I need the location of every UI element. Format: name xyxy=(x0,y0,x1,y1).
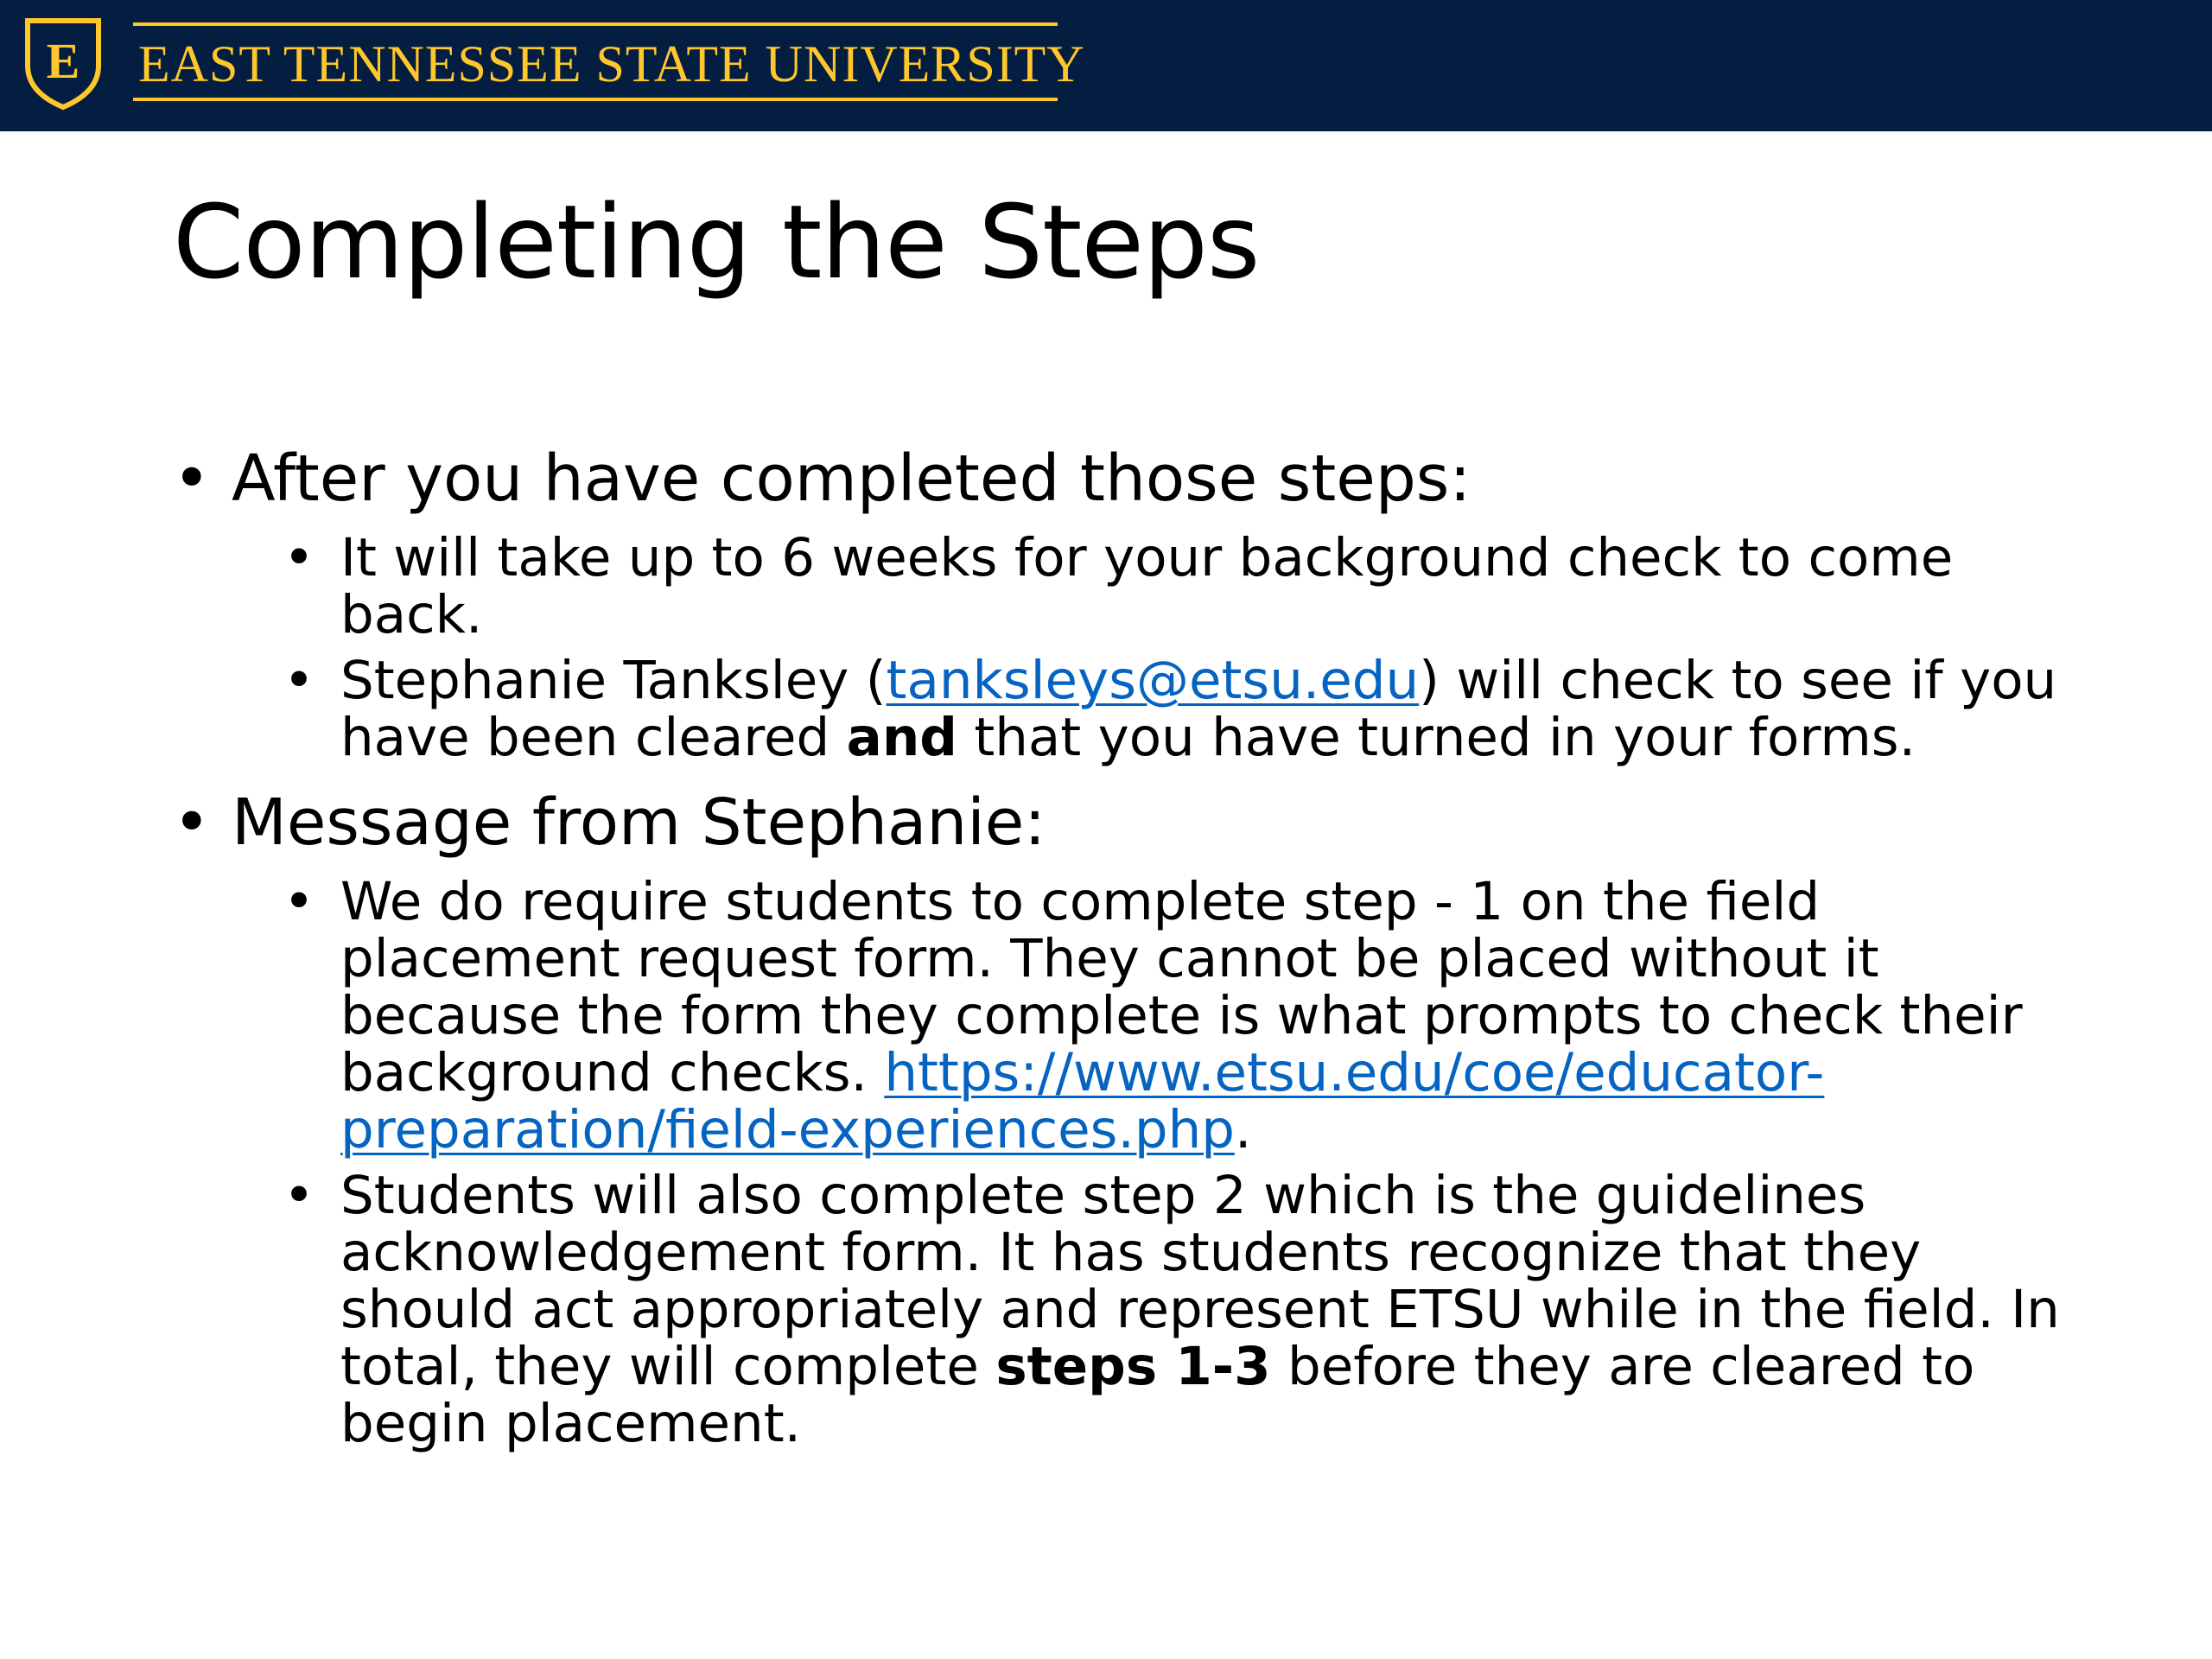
logo-letter: E xyxy=(46,33,80,89)
university-wordmark: EAST TENNESSEE STATE UNIVERSITY xyxy=(138,35,1085,92)
text-run: before they are cleared to begin placement. xyxy=(340,1336,1975,1454)
sub-bullet-text: It will take up to 6 weeks for your background check to come back. xyxy=(340,527,1954,645)
wordmark-rule-top xyxy=(133,22,1058,26)
bullet-message-from-stephanie xyxy=(173,780,2108,865)
bullet-dot: • xyxy=(173,442,211,516)
bullet-dot: • xyxy=(173,785,211,860)
etsu-shield-logo xyxy=(22,16,104,111)
sub-bullet-text xyxy=(340,1167,2108,1452)
sub-bullet-step-two xyxy=(283,1165,2108,1454)
sub-bullet-step-one xyxy=(283,871,2108,1160)
bullet-dot: • xyxy=(283,527,315,588)
slide-content xyxy=(173,436,2108,1452)
text-run: . xyxy=(1234,1099,1252,1160)
slide-title: Completing the Steps xyxy=(173,182,1260,302)
text-run: ) will check to see if you have been cleared xyxy=(340,650,2057,768)
bullet-heading-message: Message from Stephanie: xyxy=(232,785,1046,860)
email-link[interactable]: tanksleys@etsu.edu xyxy=(886,650,1420,711)
bullet-heading-after-steps: After you have completed those steps: xyxy=(232,442,1471,516)
bold-text: and xyxy=(846,707,957,768)
bullet-dot: • xyxy=(283,871,315,932)
bullet-dot: • xyxy=(283,1165,315,1226)
university-header-band xyxy=(0,0,2212,131)
wordmark-rule-bottom xyxy=(133,98,1058,101)
sub-bullet-text xyxy=(340,871,2108,1160)
bullet-dot: • xyxy=(283,650,315,711)
bold-text: steps 1-3 xyxy=(995,1336,1271,1397)
bullet-after-steps xyxy=(173,436,2108,521)
text-run: We do require students to complete step - 1 on the field placement request form. They cannot be placed without it because the form they complete is what prompts to check their background checks. xyxy=(340,871,2023,1103)
sub-bullet-wait-time xyxy=(283,527,2108,645)
sub-bullet-text xyxy=(340,652,2108,766)
text-run: that you have turned in your forms. xyxy=(957,707,1916,768)
text-run: Students will also complete step 2 which is the guidelines acknowledgement form. It has students recognize that they should act appropriately and represent ETSU while in the field. In total, they will complete xyxy=(340,1165,2060,1397)
field-experiences-link[interactable]: https://www.etsu.edu/coe/educator-preparation/field-experiences.php xyxy=(340,1042,1825,1160)
sub-bullet-stephanie-check xyxy=(283,650,2108,768)
text-run: Stephanie Tanksley ( xyxy=(340,650,887,711)
